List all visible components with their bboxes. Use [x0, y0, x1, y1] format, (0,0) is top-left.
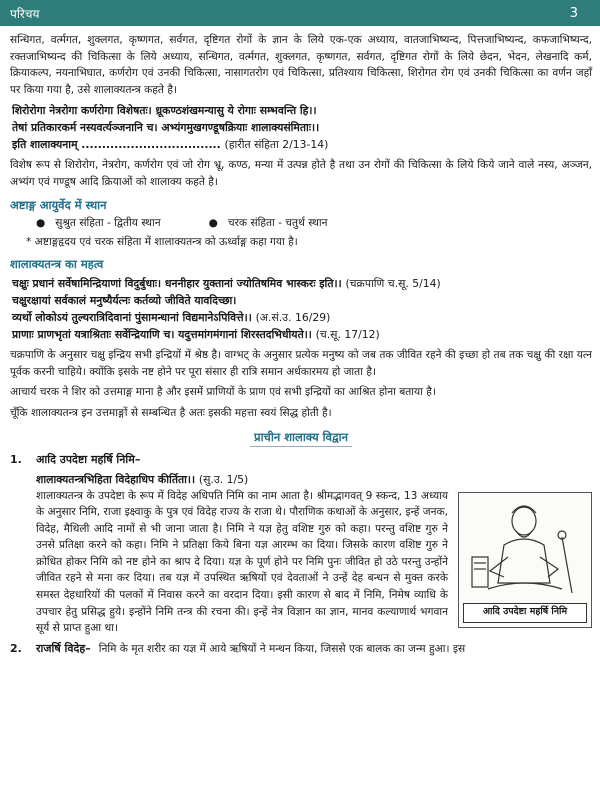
sage-illustration [464, 497, 586, 601]
verse-line: व्यर्थो लोकोऽयं तुल्यरात्रिदिवानां पुंसामन्धानां विद्यमानेऽपिवित्ते।। [12, 310, 252, 324]
verse-reference: (सु.उ. 1/5) [198, 472, 249, 486]
bullet-icon: ● [36, 217, 46, 230]
paragraph: आचार्य चरक ने शिर को उत्तमाङ्ग माना है और इसमें प्राणियों के प्राण एवं सभी इन्द्रियों का आश्रित होना बताया है। [10, 386, 436, 399]
bullet-list [10, 215, 592, 232]
verse-block-1 [10, 102, 592, 153]
bullet-item: ● चरक संहिता - चतुर्थ स्थान [208, 217, 328, 230]
numbered-heading: 1. आदि उपदेष्टा महर्षि निमि– [10, 452, 141, 466]
numbered-heading: 2. राजर्षि विदेह– निमि के मृत शरीर का यज्ञ में आये ऋषियों ने मन्थन किया, जिससे एक बालक का जन्म हुआ। इस [10, 641, 466, 655]
verse-line: शिरोरोगा नेत्ररोगा कर्णरोगा विशेषतः। ध्रूकण्ठशंखमन्यासु ये रोगाः सम्भवन्ति हि।। [12, 104, 317, 118]
page-number: 3 [569, 5, 578, 21]
verse-line: प्राणाः प्राणभृतां यत्राश्रिताः सर्वेन्द्रियाणि च। यदुत्तमांगमंगानां शिरस्तदभिधीयते।। [12, 327, 312, 341]
verse-line: चक्षुरक्षायां सर्वकालं मनुष्यैर्यत्नः कर्तव्यो जीविते यावदिच्छा। [12, 293, 237, 307]
paragraph: चूँकि शालाक्यतन्त्र इन उत्तमाङ्गों से सम्बन्धित है अतः इसकी महत्ता स्वयं सिद्ध होती है। [10, 406, 332, 419]
section-heading: शालाक्यतन्त्र का महत्व [10, 257, 104, 272]
verse-reference: (अ.सं.उ. 16/29) [255, 310, 331, 324]
paragraph: विशेष रूप से शिरोरोग, नेत्ररोग, कर्णरोग एवं जो रोग भ्रू, कण्ठ, मन्या में उत्पन्न होते है तथा उन रोगों की चिकित्सा के लिये किये जाने वाले नस्य, अञ्जन, अभ्यंग एवं गण्डूष आदि क्रियाओं को शालाक्य कहते है। [10, 159, 592, 188]
chapter-title: परिचय [10, 6, 40, 21]
verse-reference: (च.सू. 17/12) [315, 327, 380, 341]
item-body [10, 488, 592, 637]
page-content [10, 32, 592, 659]
paragraph: शालाक्यतन्त्र के उपदेष्टा के रूप में विदेह अधिपति निमि का नाम आता है। श्रीमद्भागवत् 9 स्कन्द, 13 अध्याय के अनुसार निमि, राजा इक्ष्वाकु के पुत्र एवं विदेह राज्य के राजा थे। पौराणिक कथाओं के अनुसार, इन्हें जनक, विदेह, मैथिली आदि नामों से भी जाना जाता है। निमि ने यज्ञ हेतु वशिष्ट गुरु को कहा। परन्तु वशिष्ट गुरु ने उनसे प्रतिक्षा करने को कहा। निमि ने प्रतिक्षा किये बिना यज्ञ आरम्भ का दिया। जिसके कारण वशिष्ट गुरु ने क्रोधित होकर निमि को नष्ट होने का श्राप दे दिया। यज्ञ के पूर्ण होने पर निमि पुनः जीवित हो उठे परन्तु उन्होंने जीवित रहने से मना कर दिया। तब यज्ञ में उपस्थित ऋषियों एवं देवताओं ने उन्हें देह बन्धन से मुक्त करके समस्त देहधारियों की पलकों में निवास करने का वरदान दिया। इसी कारण से बाद में निमि, निमेष व्याधि के उपचार हेतु प्रसिद्ध हुये। इन्होंने निमि तन्त्र की रचना की। इन्हें नेत्र विज्ञान का ज्ञान, मानव कल्याणार्थ भगवान सूर्य से प्राप्त हुआ था। [36, 489, 448, 635]
page-header [0, 0, 600, 26]
verse-line: चक्षुः प्रधानं सर्वेषामिन्द्रियाणां विदुर्बुधाः। धननीहार युक्तानां ज्योतिषमिव भास्करः इति।। [12, 276, 342, 290]
intro-paragraph: सन्धिगत, वर्त्मगत, शुक्लगत, कृष्णगत, सर्वगत, दृष्टिगत रोगों के ज्ञान के लिये एक-एक अध्याय, वातजाभिष्यन्द, पित्तजाभिष्यन्द, कफजाभिष्यन्द, रक्तजाभिष्यन्द की चिकित्सा के लिये अध्याय, सन्धिगत, वर्त्मगत, शुक्लगत, कृष्णगत, सर्वगत, दृष्टिगत रोगों के लिये छेदन, भेदन, लेखनादि कर्म, क्रियाकल्प, नयनाभिघात, कर्णरोग एवं उनकी चिकित्सा, नासागतरोग एवं चिकित्सा, प्रतिश्याय चिकित्सा, शिरोगत रोग एवं उनकी चिकित्सा का वर्णन जहाँ पर किया गया है, उसे शालाक्यतन्त्र कहते है। [10, 34, 592, 96]
verse-block-2 [10, 275, 592, 343]
bullet-icon: ● [208, 217, 218, 230]
portrait-figure [458, 492, 592, 628]
verse-line: तेषां प्रतिकारकर्म नस्यवर्त्यञ्जनानि च। अभ्यंगमुखगण्डूषक्रियाः शालाक्यसंमिताः।। [12, 121, 320, 135]
bullet-item: ● सुश्रुत संहिता - द्वितीय स्थान [36, 217, 161, 230]
section-heading: प्राचीन शालाक्य विद्वान [10, 429, 592, 446]
verse-reference: (चक्रपाणि च.सू. 5/14) [345, 276, 441, 290]
figure-caption: आदि उपदेष्टा महर्षि निमि [463, 603, 587, 623]
verse-line: शालाक्यतन्त्रभिहिता विदेहाधिप कीर्तिता।। (सु.उ. 1/5) [36, 472, 249, 486]
note: * अष्टाङ्गहृदय एवं चरक संहिता में शालाक्यतन्त्र को ऊर्ध्वाङ्ग कहा गया है। [26, 235, 298, 248]
paragraph: चक्रपाणि के अनुसार चक्षु इन्द्रिय सभी इन्द्रियों में श्रेष्ठ है। वाग्भट् के अनुसार प्रत्येक मनुष्य को जब तक जीवित रहने की इच्छा हो तब तक चक्षु की रक्षा यत्न पूर्वक करनी चाहिये। क्योंकि इसके नष्ट होने पर पूरा संसार ही रात्रि समान अर्धकारमय हो जाता है। [10, 348, 592, 378]
section-heading: अष्टाङ्ग आयुर्वेद में स्थान [10, 197, 107, 212]
verse-line: इति शालाक्यनाम् .................................. (हारीत संहिता 2/13-14) [12, 138, 329, 152]
verse-reference: (हारीत संहिता 2/13-14) [224, 138, 329, 152]
